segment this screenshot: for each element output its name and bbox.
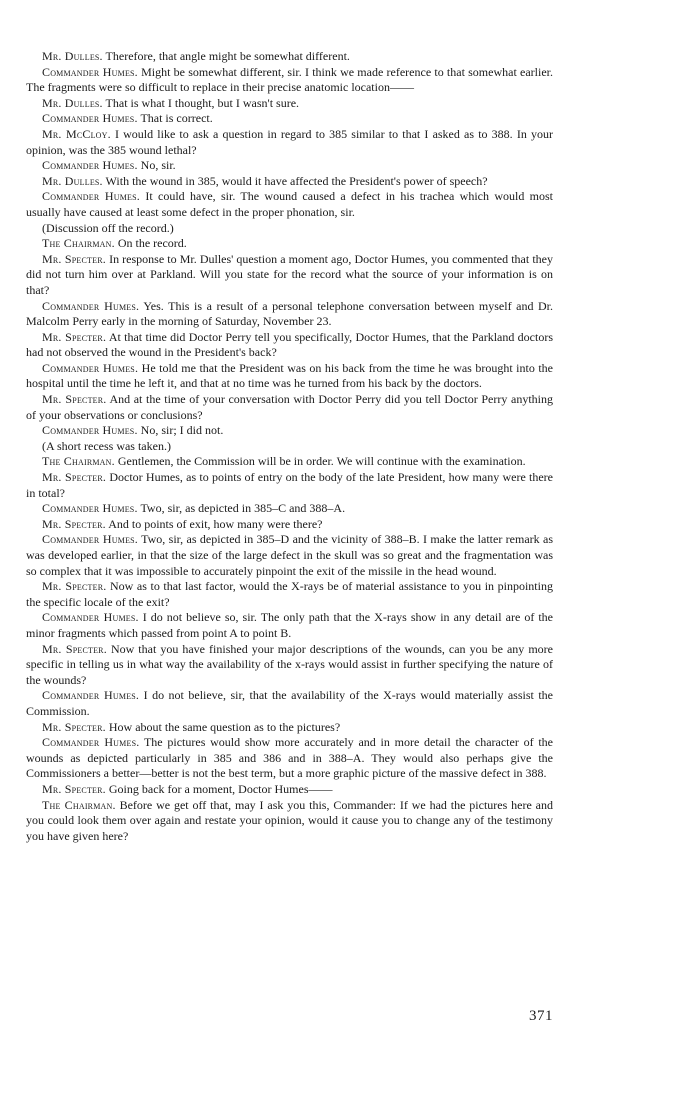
speaker-name: The Chairman. (42, 797, 116, 812)
transcript-paragraph (26, 330, 553, 361)
transcript-paragraph (26, 720, 553, 736)
paragraph-text: Gentlemen, the Commission will be in order. We will continue with the examination. (114, 454, 526, 469)
speaker-name: Commander Humes. (42, 111, 138, 126)
speaker-name: Mr. Specter. (42, 392, 107, 407)
paragraph-text: Doctor Humes, as to points of entry on the body of the late President, how many were there in total? (26, 470, 553, 500)
speaker-name: Mr. Specter. (42, 470, 107, 485)
transcript-paragraph (26, 782, 553, 798)
paragraph-text: No, sir; I did not. (137, 423, 224, 438)
speaker-name: Mr. Specter. (42, 516, 106, 531)
speaker-name: Commander Humes. (42, 189, 140, 204)
transcript-paragraph (26, 517, 553, 533)
speaker-name: Mr. McCloy. (42, 126, 111, 141)
speaker-name: The Chairman. (42, 454, 115, 469)
transcript-paragraph (26, 174, 553, 190)
speaker-name: Mr. Specter. (42, 251, 106, 266)
paragraph-text: Therefore, that angle might be somewhat different. (102, 49, 350, 63)
speaker-name: The Chairman. (42, 236, 115, 251)
paragraph-text: Before we get off that, may I ask you this, Commander: If we had the pictures here and you could look them over again and restate your opinion, would it cause you to change any of the testimony you have given here? (26, 797, 553, 843)
speaker-name: Mr. Specter. (42, 641, 107, 656)
page-number: 371 (529, 1008, 553, 1024)
speaker-name: Mr. Specter. (42, 579, 107, 594)
paragraph-text: (Discussion off the record.) (42, 220, 174, 235)
transcript-paragraph (26, 127, 553, 158)
paragraph-text: I would like to ask a question in regard to 385 similar to that I asked as to 388. In your opinion, was the 385 wound lethal? (26, 126, 553, 157)
paragraph-text: No, sir. (137, 158, 176, 173)
transcript-paragraph (26, 299, 553, 330)
transcript-paragraph (26, 189, 553, 220)
transcript-paragraph (26, 236, 553, 252)
speaker-name: Commander Humes. (42, 688, 140, 703)
transcript-paragraph (26, 454, 553, 470)
paragraph-text: At that time did Doctor Perry tell you specifically, Doctor Humes, that the Parkland doctors had not observed the wound in the President's back? (26, 329, 553, 360)
transcript-paragraph (26, 470, 553, 501)
transcript-paragraph (26, 579, 553, 610)
speaker-name: Mr. Dulles. (42, 173, 103, 188)
paragraph-text: On the record. (114, 236, 187, 251)
paragraph-text: With the wound in 385, would it have affected the President's power of speech? (102, 173, 488, 188)
transcript-paragraph (26, 501, 553, 517)
speaker-name: Commander Humes. (42, 158, 138, 173)
paragraph-text: I do not believe, sir, that the availability of the X-rays would materially assist the Commission. (26, 688, 553, 718)
speaker-name: Commander Humes. (42, 298, 140, 313)
transcript-paragraph (26, 423, 553, 439)
transcript-paragraph (26, 798, 553, 845)
transcript-paragraph (26, 252, 553, 299)
speaker-name: Mr. Specter. (42, 781, 106, 796)
paragraph-text: Yes. This is a result of a personal telephone conversation between myself and Dr. Malcolm Perry early in the morning of Saturday, November 23. (26, 298, 553, 329)
paragraph-text: Two, sir, as depicted in 385–D and the vicinity of 388–B. I make the latter remark as was developed earlier, in that the size of the large defect in the skull was so great and the fragmentation was so complex that it was impossible to accurately pinpoint the exit of the missile in the head wound. (26, 532, 553, 578)
transcript-paragraph (26, 111, 553, 127)
paragraph-text: In response to Mr. Dulles' question a moment ago, Doctor Humes, you commented that they did not turn him over at Parkland. Will you state for the record what the source of your information is on that? (26, 251, 553, 297)
transcript-paragraph (26, 96, 553, 112)
text-column (26, 49, 553, 844)
speaker-name: Commander Humes. (42, 360, 139, 375)
transcript-paragraph (26, 610, 553, 641)
speaker-name: Mr. Specter. (42, 329, 107, 344)
speaker-name: Commander Humes. (42, 532, 139, 547)
paragraph-text: And at the time of your conversation with Doctor Perry did you tell Doctor Perry anything of your observations or conclusions? (26, 392, 553, 422)
speaker-name: Commander Humes. (42, 735, 140, 750)
speaker-name: Commander Humes. (42, 423, 138, 438)
transcript-paragraph (26, 439, 553, 455)
speaker-name: Commander Humes. (42, 501, 138, 516)
transcript-paragraph (26, 735, 553, 782)
speaker-name: Mr. Specter. (42, 719, 106, 734)
transcript-paragraph (26, 532, 553, 579)
transcript-paragraph (26, 361, 553, 392)
paragraph-text: He told me that the President was on his back from the time he was brought into the hospital until the time he left it, and that at no time was he turned from his back by the doctors. (26, 360, 553, 391)
transcript-paragraph (26, 392, 553, 423)
speaker-name: Mr. Dulles. (42, 95, 103, 110)
speaker-name: Mr. Dulles. (42, 49, 103, 63)
paragraph-text: The pictures would show more accurately and in more detail the character of the wounds as depicted particularly in 385 and 386 and in 388–A. They would also perhaps give the Commissioners a better—better is not the best term, but a more graphic picture of the massive defect in 388. (26, 735, 553, 781)
transcript-paragraph (26, 158, 553, 174)
paragraph-text: (A short recess was taken.) (42, 438, 171, 453)
transcript-paragraph (26, 221, 553, 237)
speaker-name: Commander Humes. (42, 64, 138, 79)
transcript-paragraph (26, 49, 553, 65)
speaker-name: Commander Humes. (42, 610, 139, 625)
paragraph-text: That is what I thought, but I wasn't sure. (102, 95, 300, 110)
paragraph-text: And to points of exit, how many were there? (105, 516, 323, 531)
paragraph-text: That is correct. (137, 111, 213, 126)
paragraph-text: Now that you have finished your major descriptions of the wounds, can you be any more specific in telling us in what way the availability of the x-rays would assist in further specifying the nature of the wounds? (26, 641, 553, 687)
paragraph-text: It could have, sir. The wound caused a defect in his trachea which would most usually have caused at least some defect in the proper phonation, sir. (26, 189, 554, 219)
paragraph-text: Might be somewhat different, sir. I think we made reference to that somewhat earlier. The fragments were so difficult to replace in their precise anatomic location—— (26, 64, 553, 95)
paragraph-text: Two, sir, as depicted in 385–C and 388–A. (137, 501, 346, 516)
paragraph-text: I do not believe so, sir. The only path that the X-rays show in any detail are of the minor fragments which passed from point A to point B. (26, 610, 554, 640)
transcript-paragraph (26, 688, 553, 719)
transcript-paragraph (26, 65, 553, 96)
paragraph-text: Going back for a moment, Doctor Humes—— (105, 781, 333, 796)
paragraph-text: Now as to that last factor, would the X-rays be of material assistance to you in pinpointing the specific locale of the exit? (26, 579, 553, 609)
transcript-paragraph (26, 642, 553, 689)
paragraph-text: How about the same question as to the pictures? (105, 719, 341, 734)
